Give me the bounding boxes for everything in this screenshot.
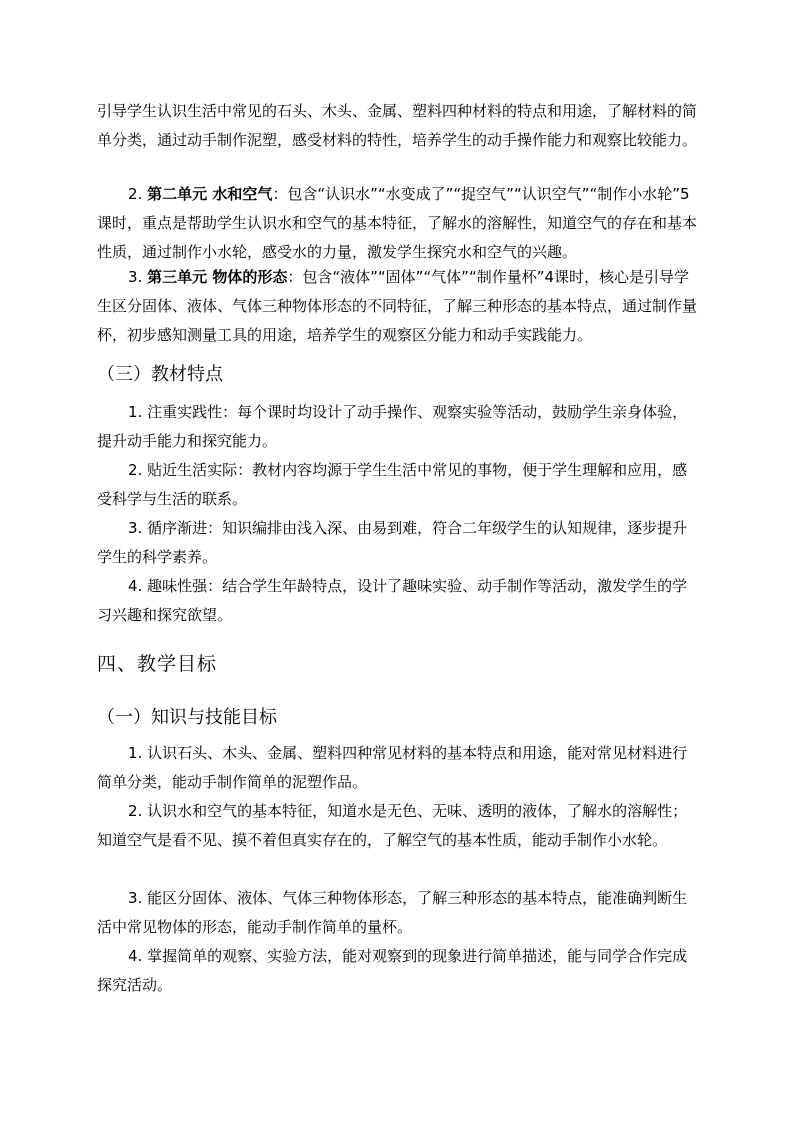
goal-item-3: 3. 能区分固体、液体、气体三种物体形态，了解三种形态的基本特点，能准确判断生活中常见物体的形态，能动手制作简单的量杯。: [97, 889, 688, 936]
goal-item-2: 2. 认识水和空气的基本特征，知道水是无色、无味、透明的液体，了解水的溶解性；知道空气是看不见、摸不着但真实存在的，了解空气的基本性质，能动手制作小水轮。: [97, 802, 688, 849]
unit-3-paragraph: [97, 263, 697, 350]
unit-2-paragraph: [97, 180, 697, 267]
unit-3-body: ：包含“液体”“固体”“气体”“制作量杯”4课时，核心是引导学生区分固体、液体、气体三种物体形态的不同特征，了解三种形态的基本特点，通过制作量杯，初步感知测量工具的用途，培养学生的观察区分能力和动手实践能力。: [97, 268, 698, 344]
unit-2-title: 第二单元 水和空气: [147, 185, 273, 203]
unit-2-number: 2.: [128, 185, 143, 203]
feature-item-1: 1. 注重实践性：每个课时均设计了动手操作、观察实验等活动，鼓励学生亲身体验，提升动手能力和探究能力。: [97, 403, 688, 450]
feature-item-2: 2. 贴近生活实际：教材内容均源于学生生活中常见的事物，便于学生理解和应用，感受科学与生活的联系。: [97, 461, 688, 508]
section-heading-knowledge: （一）知识与技能目标: [97, 707, 277, 728]
feature-item-3: 3. 循序渐进：知识编排由浅入深、由易到难，符合二年级学生的认知规律，逐步提升学生的科学素养。: [97, 519, 688, 566]
section-heading-features: （三）教材特点: [97, 364, 223, 385]
intro-paragraph: 引导学生认识生活中常见的石头、木头、金属、塑料四种材料的特点和用途，了解材料的简单分类，通过动手制作泥塑，感受材料的特性，培养学生的动手操作能力和观察比较能力。: [97, 102, 698, 149]
unit-3-title: 第三单元 物体的形态: [147, 268, 288, 286]
feature-item-4: 4. 趣味性强：结合学生年龄特点，设计了趣味实验、动手制作等活动，激发学生的学习兴趣和探究欲望。: [97, 577, 688, 624]
goal-item-4: 4. 掌握简单的观察、实验方法，能对观察到的现象进行简单描述，能与同学合作完成探究活动。: [97, 947, 688, 994]
goal-item-1: 1. 认识石头、木头、金属、塑料四种常见材料的基本特点和用途，能对常见材料进行简单分类，能动手制作简单的泥塑作品。: [97, 744, 688, 791]
chapter-heading-goals: 四、教学目标: [97, 653, 218, 675]
unit-3-number: 3.: [128, 268, 143, 286]
unit-2-body: ：包含“认识水”“水变成了”“捉空气”“认识空气”“制作小水轮”5课时，重点是帮助学生认识水和空气的基本特征，了解水的溶解性，知道空气的存在和基本性质，通过制作小水轮，感受水的力量，激发学生探究水和空气的兴趣。: [97, 185, 698, 261]
